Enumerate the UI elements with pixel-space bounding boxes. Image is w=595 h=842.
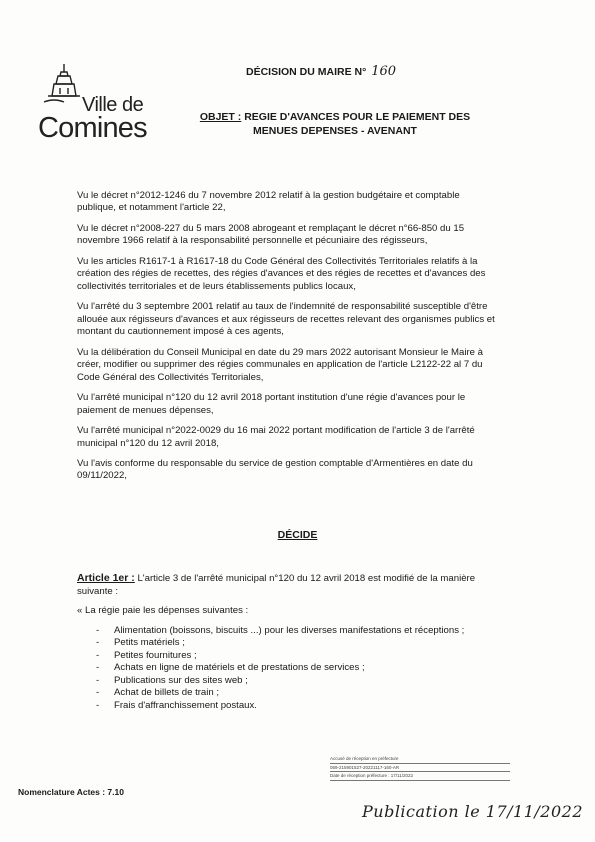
stamp-line2: 059-215901527-20221117-160-AR [330,765,510,773]
prefecture-stamp [330,756,510,782]
dash-bullet-icon: - [96,674,100,686]
dash-bullet-icon: - [96,699,100,711]
consideration-paragraph: Vu le décret n°2012-1246 du 7 novembre 2012 relatif à la gestion budgétaire et comptable publique, et notamment l'article 22, [77,190,460,214]
list-item [96,675,516,687]
consideration-paragraph: Vu la délibération du Conseil Municipal en date du 29 mars 2022 autorisant Monsieur le Maire à créer, modifier ou supprimer des régies communales en application de l'article L2122-22 al 7 du Code Général des Collectivités Territoriales, [77,346,484,383]
consideration-paragraph: Vu les articles R1617-1 à R1617-18 du Code Général des Collectivités Territoriales relatifs à la création des régies de recettes, des régies d'avances et des régies de recettes et d'avances des collectivités territoriales et de leurs établissements publics locaux, [77,255,486,292]
article-1 [77,571,497,599]
dash-bullet-icon: - [96,662,100,674]
considerations [77,190,497,491]
list-item-text: Frais d'affranchissement postaux. [114,699,257,711]
consideration-paragraph: Vu l'arrêté du 3 septembre 2001 relatif au taux de l'indemnité de responsabilité susceptible d'être allouée aux régisseurs d'avances et aux régisseurs de recettes relevant des organismes publics et montant du cautionnement imposé à ces agents, [77,301,495,338]
decision-number: 160 [371,64,397,79]
dash-bullet-icon: - [96,649,100,661]
publication-handwritten: Publication le 17/11/2022 [362,802,584,821]
decision-title-text: DÉCISION DU MAIRE N° [246,66,367,78]
article-intro: « La régie paie les dépenses suivantes : [77,605,249,616]
logo-ville: Ville de [82,94,144,116]
consideration-paragraph: Vu l'arrêté municipal n°2022-0029 du 16 mai 2022 portant modification de l'article 3 de l'arrêté municipal n°120 du 12 avril 2018, [77,425,475,449]
consideration-paragraph: Vu le décret n°2008-227 du 5 mars 2008 abrogeant et remplaçant le décret n°66-850 du 15 novembre 1966 relatif à la responsabilité personnelle et pécuniaire des régisseurs, [77,222,465,247]
stamp-line3: Date de réception préfecture : 17/11/2022 [330,773,510,781]
logo-comines: Comines [38,112,147,144]
list-item [96,662,516,674]
list-item-text: Alimentation (boissons, biscuits ...) pour les diverses manifestations et réceptions ; [114,625,465,636]
list-item-text: Petits matériels ; [114,637,185,649]
list-item [96,637,516,649]
church-spire-icon [40,62,80,114]
list-item [96,700,516,712]
dash-bullet-icon: - [96,687,100,699]
list-item-text: Publications sur des sites web ; [114,674,248,686]
objet-label: OBJET : [199,111,242,123]
list-item-text: Achat de billets de train ; [114,687,220,699]
consideration-paragraph: Vu l'avis conforme du responsable du service de gestion comptable d'Armentières en date du 09/11/2022, [77,457,473,482]
article-1-text: L'article 3 de l'arrêté municipal n°120 du 12 avril 2018 est modifié de la manière suivante : [77,573,476,597]
consideration-paragraph: Vu l'arrêté municipal n°120 du 12 avril 2018 portant institution d'une régie d'avances pour le paiement de menues dépenses, [77,392,466,416]
expense-list [96,625,516,712]
list-item-text: Achats en ligne de matériels et de prestations de services ; [114,662,365,674]
list-item [96,650,516,662]
objet-line2: MENUES DEPENSES - AVENANT [253,124,417,137]
list-item-text: Petites fournitures ; [114,649,197,661]
article-1-label: Article 1er : [77,572,135,584]
decide-heading: DÉCIDE [277,529,318,541]
decision-title [246,64,396,79]
list-item [96,687,516,699]
list-item [96,625,516,637]
comines-logo [38,62,162,146]
objet-line1: REGIE D'AVANCES POUR LE PAIEMENT DES [244,111,471,123]
objet-block [160,111,510,138]
nomenclature: Nomenclature Actes : 7.10 [18,787,124,797]
dash-bullet-icon: - [96,625,100,636]
dash-bullet-icon: - [96,637,100,649]
stamp-line1: Accusé de réception en préfecture [330,756,510,764]
